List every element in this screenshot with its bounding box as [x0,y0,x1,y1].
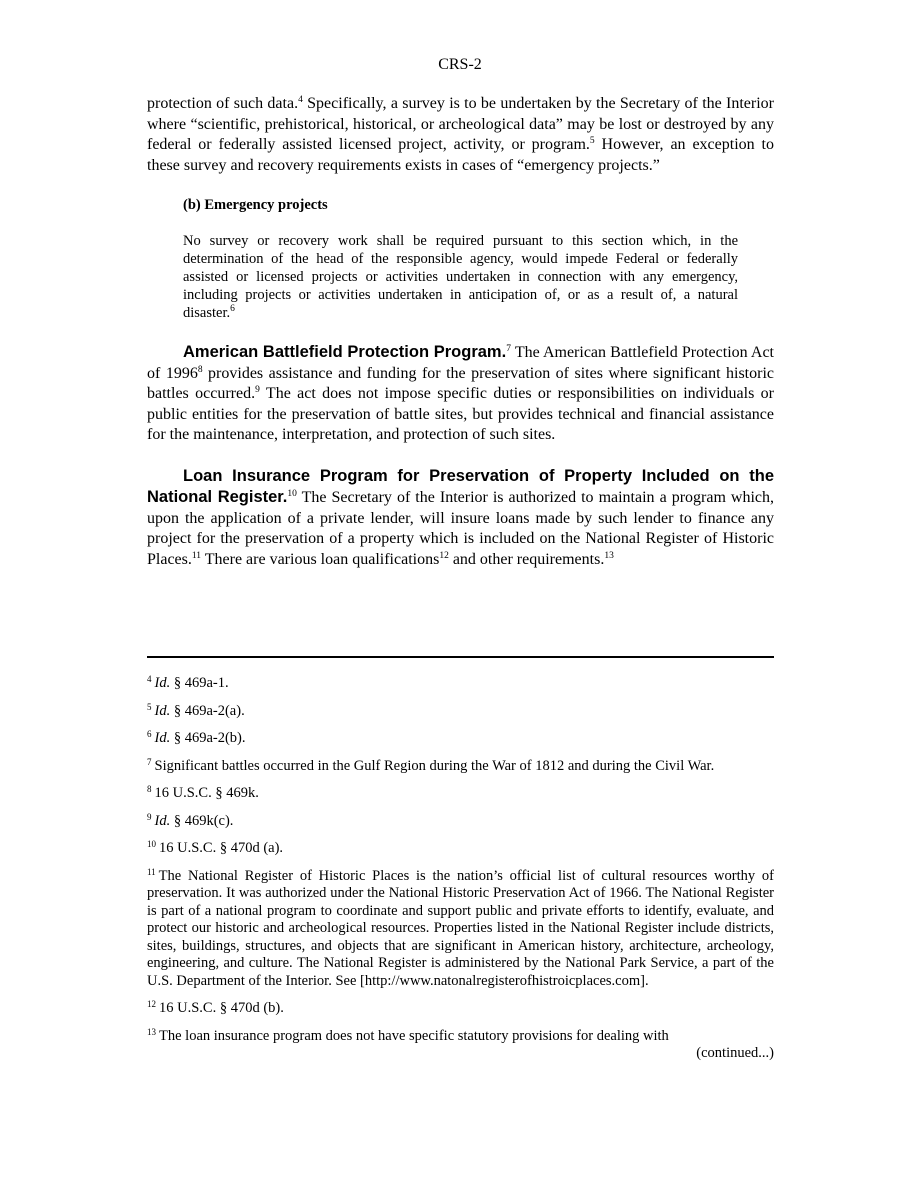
text-run: Specifically, a survey is to be undertaken by the Secretary of the Interior where “scientific, prehistorical, historical, or archeological data” may be lost or destroyed by any federal or federally assisted licensed project, activity, or program. [147,95,775,153]
footnote-text: 16 U.S.C. § 469k. [154,785,259,801]
paragraph-intro [147,94,774,176]
footnote-divider [147,656,774,658]
statute-text [183,232,738,322]
footnote-mark: 13 [147,1026,156,1037]
footnote-text: § 469a-1. [170,675,229,691]
text-run: The act does not impose specific duties or responsibilities on individuals or public entities for the preservation of battle sites, but provides technical and financial assistance for the maintenance, interpretation, and protection of such sites. [147,385,774,443]
footnote-6 [147,730,774,748]
footnote-mark: 8 [147,784,152,794]
footnote-text: § 469a-2(b). [170,730,246,746]
italic-text: Id. [154,812,171,829]
section-heading: American Battlefield Protection Program. [183,343,507,361]
footnote-ref: 10 [287,489,297,499]
text-run: There are various loan qualifications [201,550,440,568]
footnote-ref: 6 [230,304,235,314]
footnote-4 [147,675,774,693]
paragraph-battlefield [147,342,774,446]
text-run: However, an exception to these survey and recovery requirements exists in cases of “emergency projects.” [147,136,774,174]
footnote-mark: 6 [147,729,152,739]
footnote-ref: 12 [439,550,449,561]
footnote-12 [147,1000,774,1018]
footnote-ref: 5 [589,136,595,146]
text-run: protection of such data. [147,95,299,112]
italic-text: Id. [154,730,171,746]
main-content [147,94,774,570]
statute-quote [183,196,738,322]
footnote-mark: 4 [147,674,152,684]
footnote-text: Significant battles occurred in the Gulf Region during the War of 1812 and during the Civil War. [154,757,715,774]
text-run: No survey or recovery work shall be required pursuant to this section which, in the determination of the head of the responsible agency, would impede Federal or federally assisted or licensed projects or activities undertaken in connection with any emergency, including projects or activities undertaken in anticipation of, or as a result of, a natural disaster. [183,233,738,321]
footnote-ref: 8 [197,364,203,375]
page-header: CRS-2 [438,56,482,73]
footnote-mark: 9 [147,811,152,822]
continued-note: (continued...) [696,1045,774,1061]
footnote-text: § 469k(c). [170,812,234,829]
section-heading: Loan Insurance Program for Preservation of Property Included on the National Register. [147,466,774,506]
italic-text: Id. [154,702,171,719]
footnote-ref: 13 [604,550,614,561]
footnote-mark: 11 [147,866,156,877]
footnote-text: The loan insurance program does not have specific statutory provisions for dealing with [159,1027,669,1044]
footnote-5 [147,703,774,721]
footnote-ref: 7 [506,344,511,354]
footnotes [147,675,774,1073]
footnote-13 [147,1028,774,1046]
footnote-mark: 12 [147,999,156,1009]
footnote-ref: 11 [191,550,202,561]
footnote-11 [147,868,774,991]
footnote-9 [147,813,774,831]
footnote-text: § 469a-2(a). [170,702,245,719]
paragraph-loan-insurance [147,466,774,571]
text-run: The Secretary of the Interior is authorized to maintain a program which, upon the application of a private lender, will insure loans made by such lender to finance any project for the preservation of a property which is included on the National Register of Historic Places. [147,489,775,568]
footnote-text: 16 U.S.C. § 470d (a). [159,840,284,856]
text-run: The American Battlefield Protection Act of 1996 [147,344,775,382]
footnote-text: The National Register of Historic Places is the nation’s official list of cultural resources worthy of preservation. It was authorized under the National Historic Preservation Act of 1966. The National Register is part of a national program to coordinate and support public and private efforts to identify, evaluate, and protect our historic and archeological resources. Properties listed in the National Register include districts, sites, buildings, structures, and objects that are significant in American history, architecture, archeology, engineering, and culture. The National Register is administered by the National Park Service, a part of the U.S. Department of the Interior. See [http://www.natonalregisterofhistroicplaces.com]. [147,867,774,989]
footnote-mark: 10 [147,839,156,849]
text-run: and other requirements. [448,550,605,568]
statute-heading: (b) Emergency projects [183,197,328,213]
footnote-8 [147,785,774,803]
footnote-mark: 7 [147,756,152,767]
text-run: provides assistance and funding for the preservation of sites where significant historic battles occurred. [147,364,774,402]
footnote-7 [147,758,774,776]
footnote-ref: 4 [298,95,303,105]
footnote-10 [147,840,774,858]
footnote-text: 16 U.S.C. § 470d (b). [159,1000,284,1016]
footnote-mark: 5 [147,701,152,712]
italic-text: Id. [154,675,171,691]
footnote-ref: 9 [255,385,260,395]
